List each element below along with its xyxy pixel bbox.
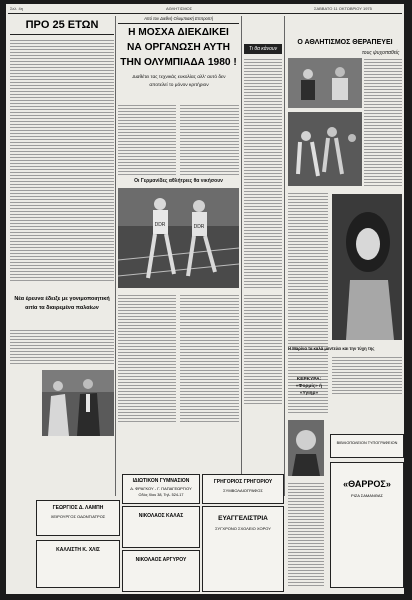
right-portrait-photo: [332, 194, 402, 340]
ad-gym-addr: Οδός Χίου 38, Τηλ. 524-17: [138, 493, 184, 497]
center-title-3: ΤΗΝ ΟΛΥΜΠΙΑΔΑ 1980 !: [120, 57, 237, 68]
ad-office2-title: ΓΕΩΡΓΙΟΣ Δ. ΛΑΜΠΗ: [52, 505, 104, 511]
center-title-2: ΝΑ ΟΡΓΑΝΩΣΗ ΑΥΤΗ: [127, 42, 230, 53]
right-photo-2: [288, 112, 362, 186]
ad-portrait-photo: [288, 420, 324, 476]
ad-office2-sub: ΧΕΙΡΟΥΡΓΟΣ ΟΔΟΝΤΙΑΤΡΟΣ: [50, 514, 106, 519]
svg-text:DDR: DDR: [193, 224, 205, 230]
right-title: Ο ΑΘΛΗΤΙΣΜΟΣ ΘΕΡΑΠΕΥΕΙ: [297, 39, 393, 46]
header-rule: [8, 13, 402, 14]
ad-office2: [36, 500, 120, 536]
column-rule: [241, 16, 242, 496]
ad-gym-line: Δ. ΦΡΑΓΚΟΥ - Γ. ΠΑΠΑΓΕΩΡΓΙΟΥ: [130, 486, 192, 491]
center-body-text-right-2: [180, 294, 239, 422]
ad-theatre-sub: ΒΙΒΛΙΟΠΩΛΕΙΟΝ ΤΥΠΟΓΡΑΦΕΙΟΝ: [336, 441, 398, 445]
ad-gym: [122, 474, 200, 504]
right-hooked-headline: ΚΕΡΚΥΡΑ: «Φορμίς» ή «Υγιηρ»: [295, 377, 323, 396]
ad-gym-title: ΙΔΙΩΤΙΚΟΝ ΓΥΜΝΑΣΙΟΝ: [132, 478, 190, 484]
svg-text:DDR: DDR: [154, 222, 166, 228]
header-center: ΑΘΛΗΤΙΣΜΟΣ: [166, 6, 193, 11]
ad-theatre-addr: ΡΙΖΑ ΣΑΜΑΝΘΑΣ: [351, 493, 383, 498]
ad-theatre-top: [330, 434, 404, 458]
right-body-text: [364, 58, 402, 186]
col1-body-text: [10, 39, 114, 283]
ad-1-title: ΚΑΛΛΙΣΤΗ Κ. ΧΛΙΣ: [56, 547, 100, 553]
center-body-text-left: [118, 104, 176, 176]
header-right: ΣΑΒΒΑΤΟ 11 ΟΚΤΩΒΡΙΟΥ 1975: [314, 6, 372, 11]
col1-headline: Νέα έρευνα έδειξε με γονιμοποιητική αιτία τα διαιρεμένα παλαίων: [14, 296, 110, 311]
sidebar-listing: [244, 58, 282, 288]
ad-agency: [202, 506, 284, 592]
sidebar-label: Τι θα κάνουν: [244, 44, 282, 54]
center-title-1: Η ΜΟΣΧΑ ΔΙΕΚΔΙΚΕΙ: [128, 27, 229, 38]
col1-title-rule: [10, 34, 114, 35]
center-kicker-rule: [118, 23, 239, 24]
center-body-text-left-2: [118, 294, 176, 422]
center-kicker: Από τον Διεθνή Ολυμπιακή Επιτροπή: [144, 16, 213, 21]
ad-office1: [202, 474, 284, 504]
center-deck: Διαθέτει τας τεχνικάς ευκολίας αλλ' αυτό δεν αποτελεί το μόνον κριτήριον: [132, 75, 226, 88]
ad-agency-title: ΕΥΑΓΓΕΛΙΣΤΡΙΑ: [218, 515, 268, 522]
right-title-sub: τους ψυχοπαθείς: [362, 50, 400, 56]
right-body-text-3: [332, 356, 402, 396]
ad-2: [122, 506, 200, 548]
newspaper-page: [6, 4, 404, 594]
ad-1: [36, 540, 120, 588]
column-rule: [115, 16, 116, 496]
right-photo-1: [288, 58, 362, 108]
col1-title: ΠΡΟ 25 ΕΤΩΝ: [25, 19, 99, 31]
ad-2-title: ΝΙΚΟΛΑΟΣ ΚΑΛΑΣ: [138, 513, 184, 519]
ad-office1-sub: ΣΥΜΒΟΛΑΙΟΓΡΑΦΟΣ: [223, 488, 263, 493]
center-body-text-right: [180, 104, 239, 176]
ad-3: [122, 550, 200, 592]
col1-photo: [42, 370, 114, 436]
sidebar-listing-2: [244, 294, 282, 404]
ad-3-title: ΝΙΚΟΛΑΟΣ ΑΡΓΥΡΟΥ: [135, 557, 187, 563]
column-rule: [284, 16, 285, 496]
ad-theatre-title: «ΘΑΡΡΟΣ»: [343, 479, 391, 489]
ad-agency-sub: ΣΥΓΧΡΟΝΟ ΣΧΟΛΕΙΟ ΧΟΡΟΥ: [215, 526, 271, 531]
center-photo: [118, 188, 239, 288]
col1-body-text-2: [10, 329, 114, 365]
right-photo-caption: Η Μαρίνα τα καλά μαντεύει και την τύχη της: [288, 346, 375, 351]
ad-theatre: [330, 462, 404, 588]
right-bottom-text: [288, 482, 324, 586]
header-left: Σελ. 4η: [10, 6, 23, 11]
ad-office1-title: ΓΡΗΓΟΡΙΟΣ ΓΡΗΓΟΡΙΟΥ: [213, 479, 273, 485]
center-photo-caption: Οι Γερμανίδες αθλήτριες θα νικήσουν: [134, 178, 223, 184]
